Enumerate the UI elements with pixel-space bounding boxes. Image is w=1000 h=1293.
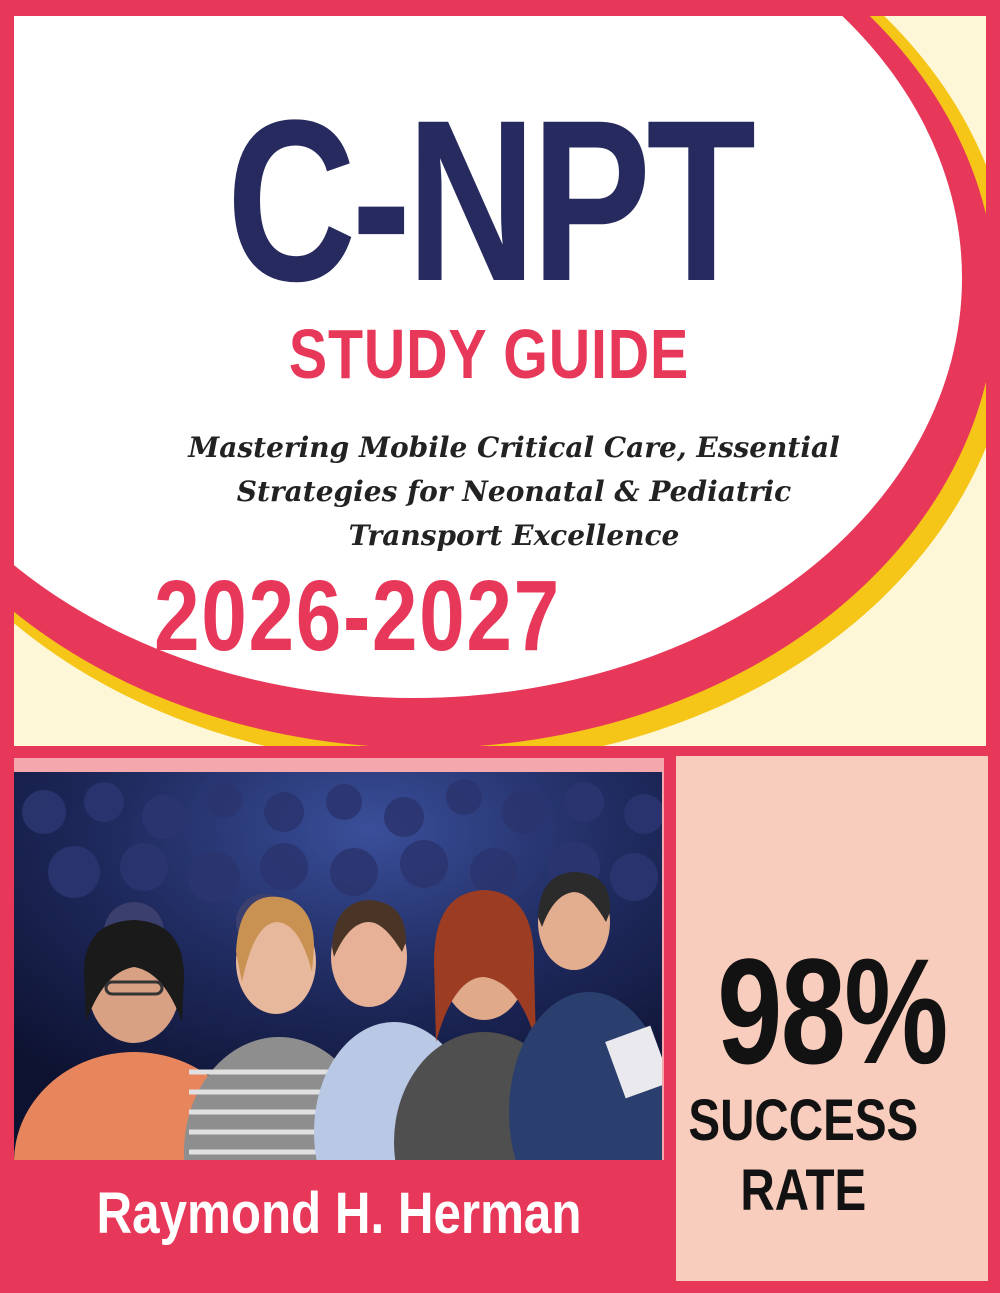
edition-years: 2026-2027 <box>154 560 561 672</box>
tagline-line: Strategies for Neonatal & Pediatric <box>236 475 792 508</box>
header-panel <box>14 16 986 746</box>
photo-frame <box>14 758 664 1160</box>
audience-image <box>14 772 662 1160</box>
success-rate-value: 98% <box>717 927 947 1095</box>
book-subtitle: STUDY GUIDE <box>288 315 690 393</box>
tagline-line: Transport Excellence <box>348 519 680 552</box>
author-bar <box>14 1160 664 1280</box>
tagline <box>154 426 874 558</box>
success-rate-label: SUCCESS <box>688 1088 919 1153</box>
book-title: C-NPT <box>226 72 752 329</box>
author-name: Raymond H. Herman <box>96 1181 582 1246</box>
success-rate-label: RATE <box>740 1158 867 1223</box>
tagline-line: Mastering Mobile Critical Care, Essential <box>188 431 840 464</box>
audience-photo <box>14 772 662 1160</box>
success-rate-panel <box>676 756 988 1281</box>
